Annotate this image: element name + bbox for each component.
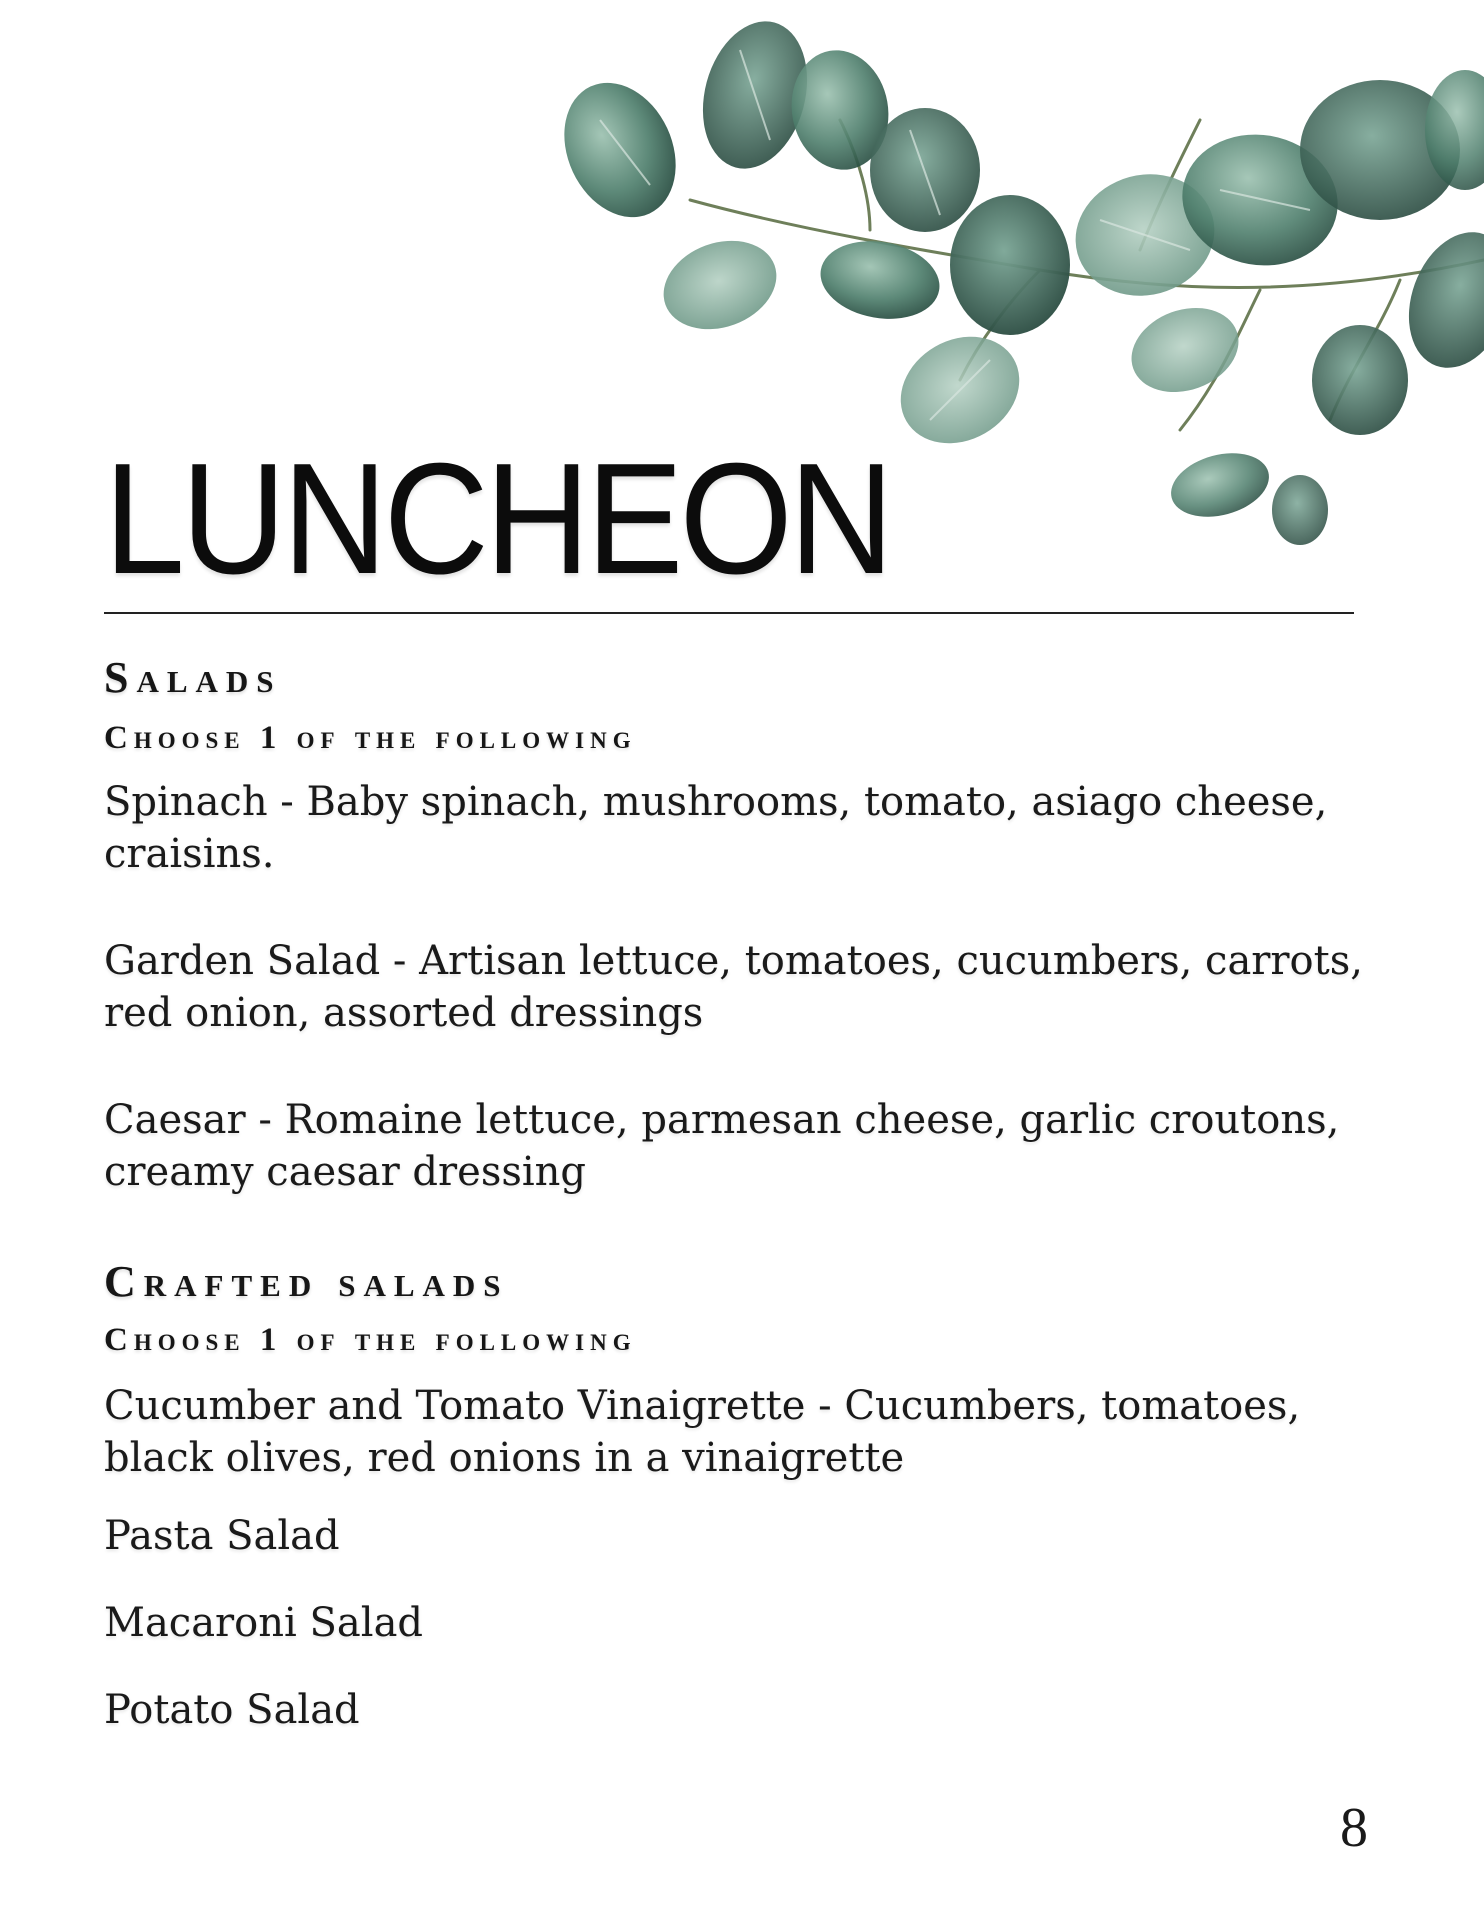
title-divider xyxy=(104,612,1354,614)
menu-item-potato-salad: Potato Salad xyxy=(104,1687,360,1733)
section-subheading-salads: Choose 1 of the following xyxy=(104,720,637,756)
menu-item-caesar: Caesar - Romaine lettuce, parmesan cheese, garlic croutons, creamy caesar dressing xyxy=(104,1097,1340,1195)
page-title: LUNCHEON xyxy=(104,431,891,607)
menu-item-garden-salad: Garden Salad - Artisan lettuce, tomatoes, cucumbers, carrots, red onion, assorted dressings xyxy=(104,938,1363,1036)
section-heading-salads: Salads xyxy=(104,653,282,702)
menu-item-cucumber-tomato-vinaigrette: Cucumber and Tomato Vinaigrette - Cucumbers, tomatoes, black olives, red onions in a vinaigrette xyxy=(104,1383,1301,1481)
section-heading-crafted-salads: Crafted salads xyxy=(104,1257,509,1306)
section-subheading-crafted-salads: Choose 1 of the following xyxy=(104,1322,637,1358)
page-number: 8 xyxy=(1340,1797,1368,1859)
menu-item-spinach: Spinach - Baby spinach, mushrooms, tomato, asiago cheese, craisins. xyxy=(104,779,1328,877)
menu-item-pasta-salad: Pasta Salad xyxy=(104,1513,340,1559)
menu-item-macaroni-salad: Macaroni Salad xyxy=(104,1600,424,1646)
